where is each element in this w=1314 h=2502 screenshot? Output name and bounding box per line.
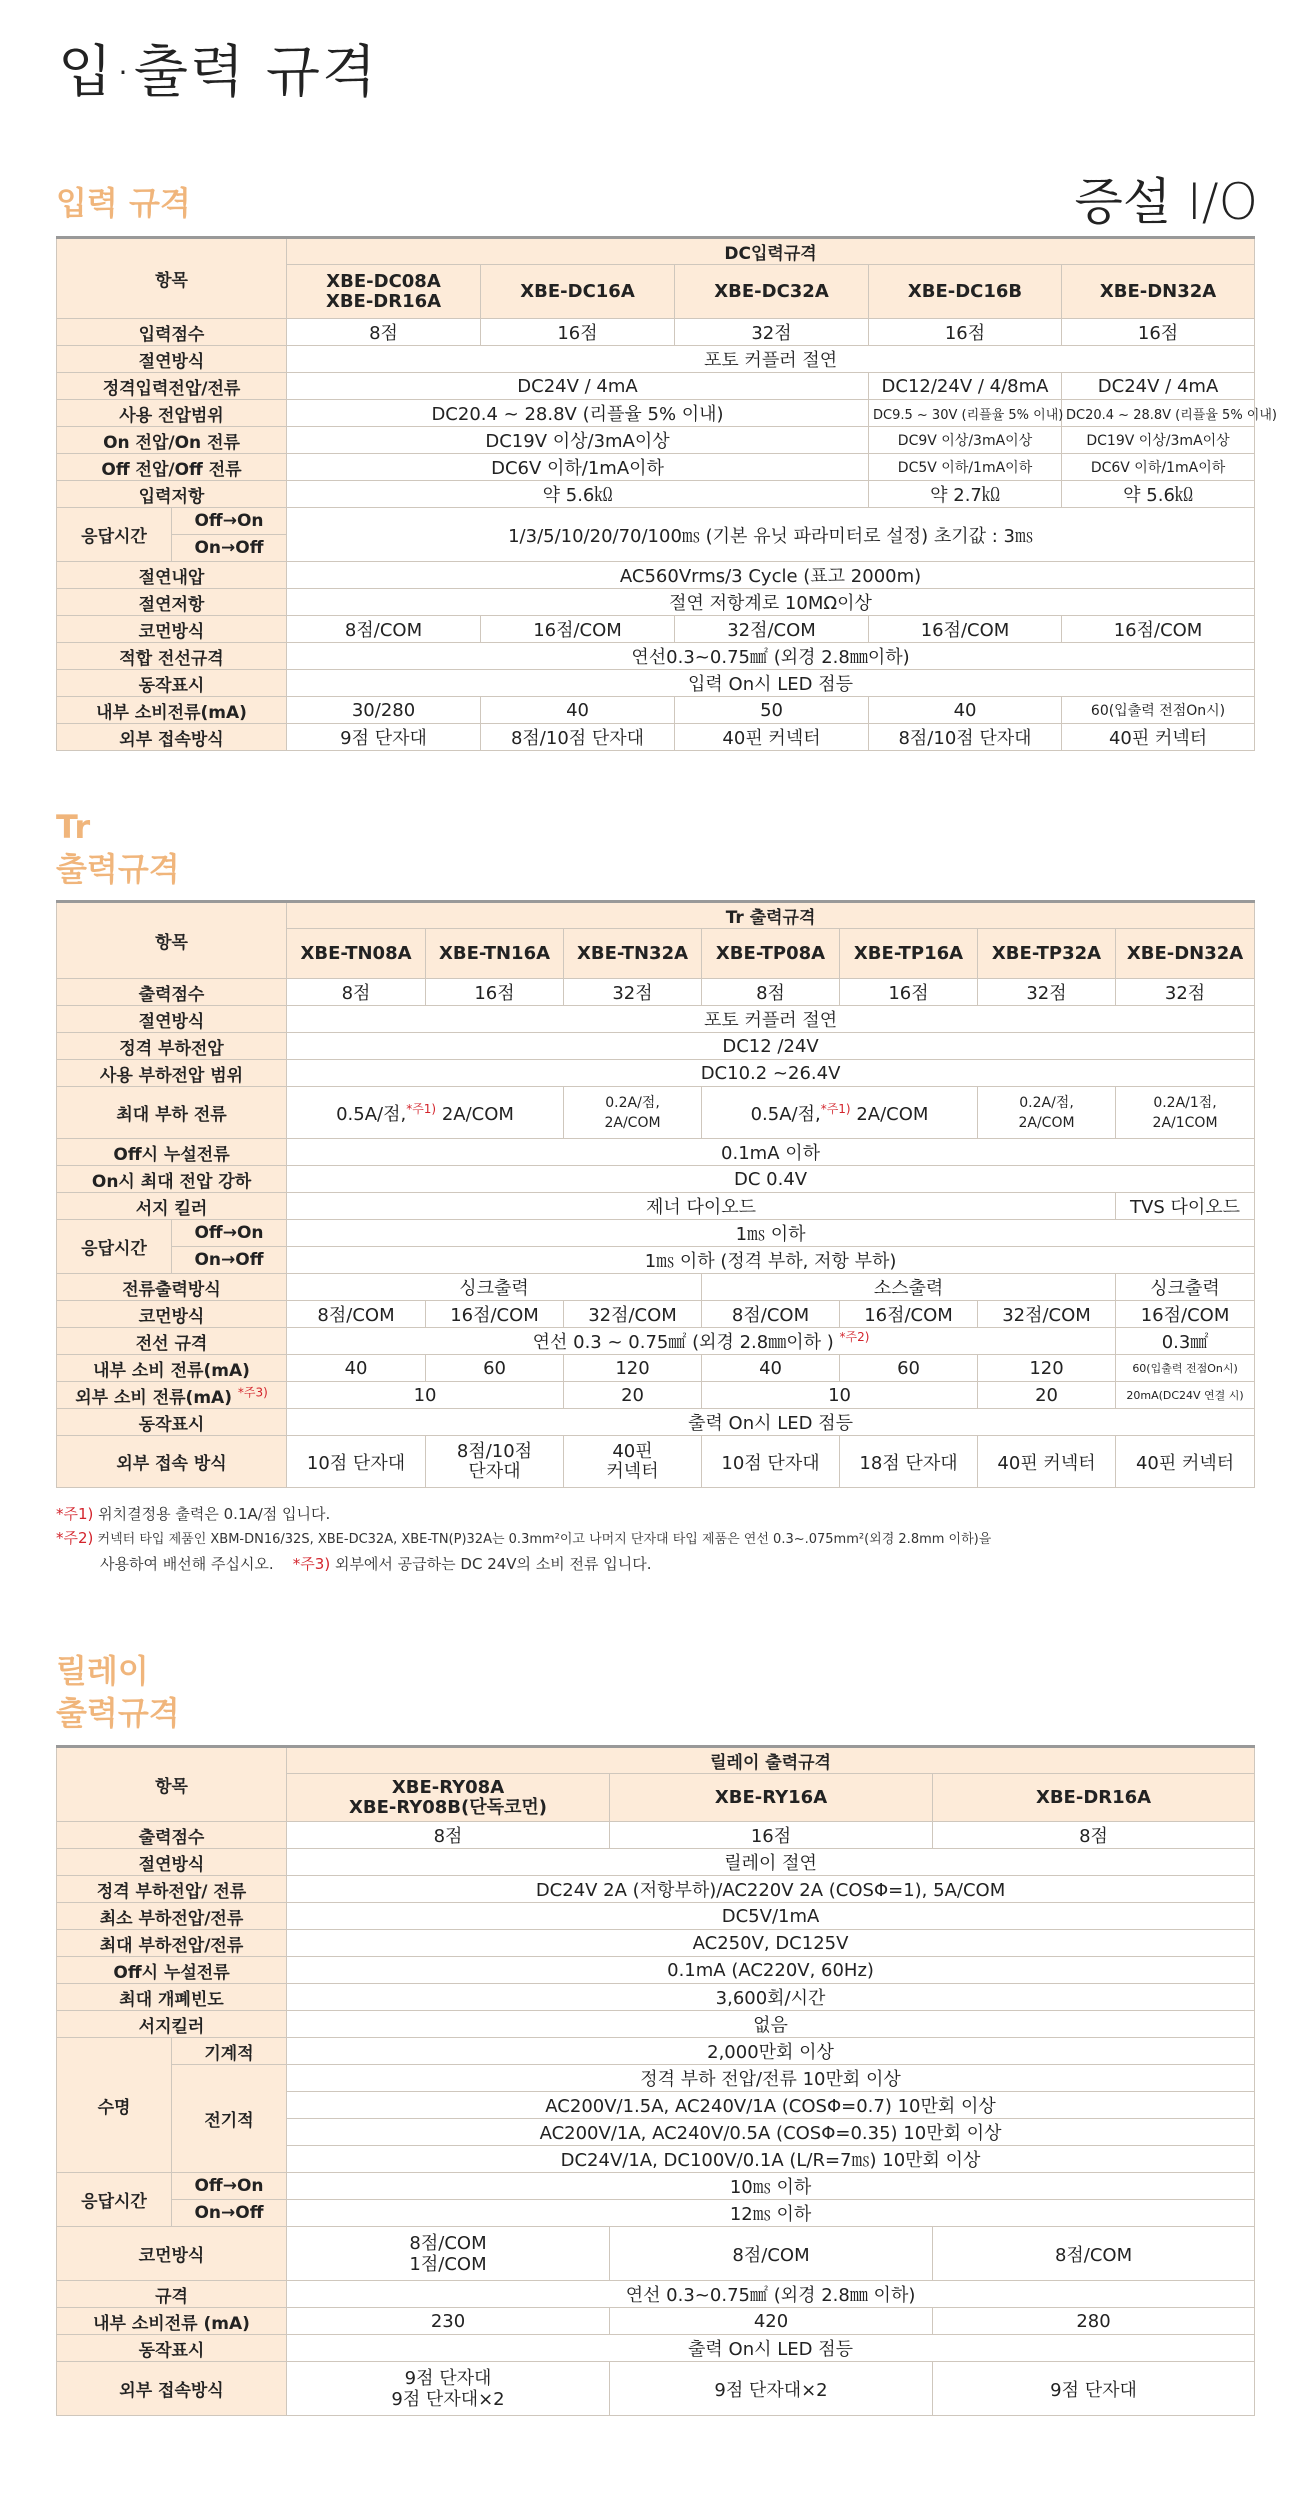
cell xyxy=(702,1087,978,1139)
footnote-mark: *주1) xyxy=(56,1505,94,1523)
cell: 8점/COM xyxy=(287,616,481,643)
model-header: XBE-DR16A xyxy=(933,1774,1255,1822)
row-label: 응답시간 xyxy=(57,2173,172,2227)
relay-title-line1: 릴레이 xyxy=(56,1652,149,1690)
footnote-mark: *주3) xyxy=(237,1384,268,1399)
cell: 32점/COM xyxy=(564,1301,702,1328)
cell: 8점/COM xyxy=(287,1301,426,1328)
footnote-mark: *주2) xyxy=(839,1330,870,1344)
footnote-text: 사용하여 배선해 주십시오. xyxy=(100,1555,274,1573)
cell: DC20.4 ~ 28.8V (리플율 5% 이내) xyxy=(1062,400,1255,427)
cell: 16점 xyxy=(481,319,675,346)
row-label: 외부 접속방식 xyxy=(57,724,287,751)
cell: 60 xyxy=(840,1355,978,1382)
cell: 제너 다이오드 xyxy=(287,1193,1116,1220)
expansion-io-label: 증설 I/O xyxy=(1074,173,1258,231)
item-header: 항목 xyxy=(57,1747,287,1822)
cell: 약 5.6㏀ xyxy=(1062,481,1255,508)
model-header: XBE-TN16A xyxy=(426,929,564,979)
relay-section-title xyxy=(56,1650,180,1734)
footnote-1 xyxy=(56,1502,991,1526)
model-header: XBE-DN32A xyxy=(1062,265,1255,319)
row-label: 절연방식 xyxy=(57,1849,287,1876)
cell: 8점 xyxy=(287,979,426,1006)
cell: 포토 커플러 절연 xyxy=(287,346,1255,373)
cell: AC250V, DC125V xyxy=(287,1930,1255,1957)
row-sublabel: On→Off xyxy=(172,2200,287,2227)
cell: 2,000만회 이상 xyxy=(287,2038,1255,2065)
cell: 32점 xyxy=(675,319,869,346)
row-label: 출력점수 xyxy=(57,1822,287,1849)
row-label: Off시 누설전류 xyxy=(57,1139,287,1166)
row-label: 입력점수 xyxy=(57,319,287,346)
row-label: 외부 접속 방식 xyxy=(57,1436,287,1488)
row-label: 정격 부하전압/ 전류 xyxy=(57,1876,287,1903)
row-label: 절연방식 xyxy=(57,1006,287,1033)
cell: 0.2A/점, 2A/COM xyxy=(978,1087,1116,1139)
model-header: XBE-DN32A xyxy=(1116,929,1255,979)
item-header: 항목 xyxy=(57,238,287,319)
cell: 12㎳ 이하 xyxy=(287,2200,1255,2227)
row-label: 최대 부하 전류 xyxy=(57,1087,287,1139)
row-label-text: 외부 소비 전류(mA) xyxy=(75,1387,232,1408)
row-sublabel: Off→On xyxy=(172,508,287,535)
cell: 40핀 커넥터 xyxy=(564,1436,702,1488)
cell: 0.1mA 이하 xyxy=(287,1139,1255,1166)
cell: AC200V/1A, AC240V/0.5A (COSΦ=0.35) 10만회 이상 xyxy=(287,2119,1255,2146)
row-label: 절연저항 xyxy=(57,589,287,616)
cell: 1/3/5/10/20/70/100㎳ (기본 유닛 파라미터로 설정) 초기값 : 3㎳ xyxy=(287,508,1255,562)
cell: 약 5.6㏀ xyxy=(287,481,869,508)
cell: DC19V 이상/3mA이상 xyxy=(287,427,869,454)
cell: 16점/COM xyxy=(481,616,675,643)
row-label: 입력저항 xyxy=(57,481,287,508)
cell: 20 xyxy=(978,1382,1116,1409)
cell: 9점 단자대 xyxy=(287,724,481,751)
cell: 1㎳ 이하 xyxy=(287,1220,1255,1247)
tr-spec-table xyxy=(56,900,1255,1488)
row-label: 절연방식 xyxy=(57,346,287,373)
cell-text: 0.5A/점, xyxy=(336,1103,407,1125)
cell: 8점/COM xyxy=(610,2227,933,2281)
row-label: 수명 xyxy=(57,2038,172,2173)
model-header: XBE-TP08A xyxy=(702,929,840,979)
row-label: 동작표시 xyxy=(57,1409,287,1436)
cell: 8점 xyxy=(702,979,840,1006)
footnote-text: 외부에서 공급하는 DC 24V의 소비 전류 입니다. xyxy=(334,1555,652,1573)
cell: 20 xyxy=(564,1382,702,1409)
cell: DC24V / 4mA xyxy=(1062,373,1255,400)
row-label: 서지킬러 xyxy=(57,2011,287,2038)
row-label: 내부 소비 전류(mA) xyxy=(57,1355,287,1382)
model-header: XBE-TN32A xyxy=(564,929,702,979)
cell: 50 xyxy=(675,697,869,724)
cell: 8점 xyxy=(287,319,481,346)
row-label: 사용 전압범위 xyxy=(57,400,287,427)
cell: 절연 저항계로 10MΩ이상 xyxy=(287,589,1255,616)
cell-text: 연선 0.3 ~ 0.75㎟ (외경 2.8㎜이하 ) xyxy=(532,1332,834,1353)
cell: 10점 단자대 xyxy=(287,1436,426,1488)
group-header: DC입력규격 xyxy=(287,238,1255,265)
cell-text: 2A/COM xyxy=(856,1103,929,1125)
cell: 40핀 커넥터 xyxy=(1116,1436,1255,1488)
cell: 16점 xyxy=(840,979,978,1006)
row-sublabel: 기계적 xyxy=(172,2038,287,2065)
cell: 16점/COM xyxy=(869,616,1062,643)
row-label: 정격 부하전압 xyxy=(57,1033,287,1060)
cell: 싱크출력 xyxy=(1116,1274,1255,1301)
cell: 32점 xyxy=(978,979,1116,1006)
row-label: 동작표시 xyxy=(57,670,287,697)
cell: 8점/10점 단자대 xyxy=(426,1436,564,1488)
cell: 0.2A/1점, 2A/1COM xyxy=(1116,1087,1255,1139)
model-header: XBE-DC08A XBE-DR16A xyxy=(287,265,481,319)
cell: DC9V 이상/3mA이상 xyxy=(869,427,1062,454)
row-label: On 전압/On 전류 xyxy=(57,427,287,454)
cell: 입력 On시 LED 점등 xyxy=(287,670,1255,697)
cell: 10 xyxy=(287,1382,564,1409)
cell: 16점/COM xyxy=(840,1301,978,1328)
input-section-title: 입력 규격 xyxy=(56,184,191,222)
cell: 16점/COM xyxy=(426,1301,564,1328)
model-header: XBE-RY08A XBE-RY08B(단독코먼) xyxy=(287,1774,610,1822)
row-label: 정격입력전압/전류 xyxy=(57,373,287,400)
cell: 연선0.3~0.75㎟ (외경 2.8㎜이하) xyxy=(287,643,1255,670)
cell: 10 xyxy=(702,1382,978,1409)
row-label xyxy=(57,1382,287,1409)
row-sublabel: Off→On xyxy=(172,1220,287,1247)
cell: 10㎳ 이하 xyxy=(287,2173,1255,2200)
cell xyxy=(287,1087,564,1139)
row-label: 전류출력방식 xyxy=(57,1274,287,1301)
cell: 32점/COM xyxy=(978,1301,1116,1328)
row-label: 코먼방식 xyxy=(57,2227,287,2281)
cell: 16점 xyxy=(426,979,564,1006)
cell: 약 2.7㏀ xyxy=(869,481,1062,508)
tr-footnotes xyxy=(56,1502,991,1576)
cell: DC19V 이상/3mA이상 xyxy=(1062,427,1255,454)
cell: 포토 커플러 절연 xyxy=(287,1006,1255,1033)
cell: 0.2A/점, 2A/COM xyxy=(564,1087,702,1139)
row-sublabel: 전기적 xyxy=(172,2065,287,2173)
cell: DC12 /24V xyxy=(287,1033,1255,1060)
cell: 8점/COM 1점/COM xyxy=(287,2227,610,2281)
cell: 8점/COM xyxy=(933,2227,1255,2281)
cell: 120 xyxy=(978,1355,1116,1382)
cell-text: 2A/COM xyxy=(441,1103,514,1125)
cell: 연선 0.3~0.75㎟ (외경 2.8㎜ 이하) xyxy=(287,2281,1255,2308)
cell: 32점/COM xyxy=(675,616,869,643)
row-label: 외부 접속방식 xyxy=(57,2362,287,2416)
cell: DC5V 이하/1mA이하 xyxy=(869,454,1062,481)
row-label: 서지 킬러 xyxy=(57,1193,287,1220)
cell: 40 xyxy=(702,1355,840,1382)
cell: 16점/COM xyxy=(1116,1301,1255,1328)
model-header: XBE-RY16A xyxy=(610,1774,933,1822)
tr-title-line2: 출력규격 xyxy=(56,850,180,888)
cell: 40 xyxy=(481,697,675,724)
cell: 8점/10점 단자대 xyxy=(869,724,1062,751)
footnote-2-cont xyxy=(56,1552,991,1576)
row-label: 사용 부하전압 범위 xyxy=(57,1060,287,1087)
row-label: Off시 누설전류 xyxy=(57,1957,287,1984)
cell: 120 xyxy=(564,1355,702,1382)
row-label: 내부 소비전류 (mA) xyxy=(57,2308,287,2335)
item-header: 항목 xyxy=(57,902,287,979)
cell: 60 xyxy=(426,1355,564,1382)
model-header: XBE-DC16B xyxy=(869,265,1062,319)
cell: 9점 단자대×2 xyxy=(610,2362,933,2416)
cell: 16점 xyxy=(869,319,1062,346)
row-label: 최소 부하전압/전류 xyxy=(57,1903,287,1930)
cell: 40핀 커넥터 xyxy=(675,724,869,751)
cell: DC10.2 ~26.4V xyxy=(287,1060,1255,1087)
cell: 8점/COM xyxy=(702,1301,840,1328)
row-label: 규격 xyxy=(57,2281,287,2308)
cell: 18점 단자대 xyxy=(840,1436,978,1488)
input-spec-table xyxy=(56,236,1277,751)
row-label: 응답시간 xyxy=(57,508,172,562)
group-header: 릴레이 출력규격 xyxy=(287,1747,1255,1774)
cell: 32점 xyxy=(1116,979,1255,1006)
row-label: 출력점수 xyxy=(57,979,287,1006)
cell: 0.3㎟ xyxy=(1116,1328,1255,1355)
row-sublabel: On→Off xyxy=(172,535,287,562)
cell: AC560Vrms/3 Cycle (표고 2000m) xyxy=(287,562,1255,589)
cell: 3,600회/시간 xyxy=(287,1984,1255,2011)
tr-title-line1: Tr xyxy=(56,808,91,846)
cell: 10점 단자대 xyxy=(702,1436,840,1488)
cell: 출력 On시 LED 점등 xyxy=(287,2335,1255,2362)
row-label: Off 전압/Off 전류 xyxy=(57,454,287,481)
row-label: 내부 소비전류(mA) xyxy=(57,697,287,724)
row-label: 적합 전선규격 xyxy=(57,643,287,670)
row-label: 동작표시 xyxy=(57,2335,287,2362)
cell: DC24V / 4mA xyxy=(287,373,869,400)
row-sublabel: On→Off xyxy=(172,1247,287,1274)
footnote-mark: *주3) xyxy=(292,1555,331,1573)
cell: 9점 단자대 xyxy=(933,2362,1255,2416)
footnote-2 xyxy=(56,1526,991,1552)
cell: DC20.4 ~ 28.8V (리플율 5% 이내) xyxy=(287,400,869,427)
cell: DC6V 이하/1mA이하 xyxy=(287,454,869,481)
cell: DC12/24V / 4/8mA xyxy=(869,373,1062,400)
cell: 40 xyxy=(287,1355,426,1382)
footnote-mark: *주1) xyxy=(820,1101,851,1116)
row-label: 최대 개폐빈도 xyxy=(57,1984,287,2011)
row-label: 코먼방식 xyxy=(57,1301,287,1328)
row-label: On시 최대 전압 강하 xyxy=(57,1166,287,1193)
model-header: XBE-TN08A xyxy=(287,929,426,979)
cell: 420 xyxy=(610,2308,933,2335)
cell: DC24V/1A, DC100V/0.1A (L/R=7㎳) 10만회 이상 xyxy=(287,2146,1255,2173)
group-header: Tr 출력규격 xyxy=(287,902,1255,929)
cell: TVS 다이오드 xyxy=(1116,1193,1255,1220)
footnote-text: 커넥터 타입 제품인 XBM-DN16/32S, XBE-DC32A, XBE-TN(P)32A는 0.3mm²이고 나머지 단자대 타입 제품은 연선 0.3~.075mm²(외경 2.8mm 이하)을 xyxy=(97,1532,992,1547)
row-label: 절연내압 xyxy=(57,562,287,589)
cell: 230 xyxy=(287,2308,610,2335)
cell: 16점 xyxy=(610,1822,933,1849)
cell: 40 xyxy=(869,697,1062,724)
cell: 8점/10점 단자대 xyxy=(481,724,675,751)
cell: 9점 단자대 9점 단자대×2 xyxy=(287,2362,610,2416)
cell: 싱크출력 xyxy=(287,1274,702,1301)
cell: 32점 xyxy=(564,979,702,1006)
cell: 16점/COM xyxy=(1062,616,1255,643)
cell: 280 xyxy=(933,2308,1255,2335)
cell: 0.1mA (AC220V, 60Hz) xyxy=(287,1957,1255,1984)
cell: 릴레이 절연 xyxy=(287,1849,1255,1876)
cell: DC5V/1mA xyxy=(287,1903,1255,1930)
row-label: 응답시간 xyxy=(57,1220,172,1274)
cell: 60(입출력 전점On시) xyxy=(1062,697,1255,724)
relay-title-line2: 출력규격 xyxy=(56,1694,180,1732)
footnote-mark: *주2) xyxy=(56,1529,94,1547)
row-label: 전선 규격 xyxy=(57,1328,287,1355)
model-header: XBE-TP32A xyxy=(978,929,1116,979)
row-sublabel: Off→On xyxy=(172,2173,287,2200)
cell: 8점 xyxy=(933,1822,1255,1849)
footnote-text: 위치결정용 출력은 0.1A/점 입니다. xyxy=(98,1505,331,1523)
cell-text: 0.5A/점, xyxy=(750,1103,821,1125)
model-header: XBE-TP16A xyxy=(840,929,978,979)
cell: 60(입출력 전점On시) xyxy=(1116,1355,1255,1382)
cell: DC 0.4V xyxy=(287,1166,1255,1193)
cell: DC9.5 ~ 30V (리플율 5% 이내) xyxy=(869,400,1062,427)
cell: 16점 xyxy=(1062,319,1255,346)
cell: 없음 xyxy=(287,2011,1255,2038)
cell: AC200V/1.5A, AC240V/1A (COSΦ=0.7) 10만회 이상 xyxy=(287,2092,1255,2119)
page-title: 입·출력 규격 xyxy=(58,40,379,105)
cell: 소스출력 xyxy=(702,1274,1116,1301)
relay-spec-table xyxy=(56,1745,1255,2416)
model-header: XBE-DC16A xyxy=(481,265,675,319)
tr-section-title xyxy=(56,806,180,890)
cell: 20mA(DC24V 연결 시) xyxy=(1116,1382,1255,1409)
cell: 출력 On시 LED 점등 xyxy=(287,1409,1255,1436)
footnote-mark: *주1) xyxy=(406,1101,437,1116)
row-label: 최대 부하전압/전류 xyxy=(57,1930,287,1957)
cell: 30/280 xyxy=(287,697,481,724)
cell: 8점 xyxy=(287,1822,610,1849)
cell: 1㎳ 이하 (정격 부하, 저항 부하) xyxy=(287,1247,1255,1274)
row-label: 코먼방식 xyxy=(57,616,287,643)
model-header: XBE-DC32A xyxy=(675,265,869,319)
cell: DC6V 이하/1mA이하 xyxy=(1062,454,1255,481)
cell: DC24V 2A (저항부하)/AC220V 2A (COSΦ=1), 5A/COM xyxy=(287,1876,1255,1903)
cell: 40핀 커넥터 xyxy=(978,1436,1116,1488)
cell: 40핀 커넥터 xyxy=(1062,724,1255,751)
cell: 정격 부하 전압/전류 10만회 이상 xyxy=(287,2065,1255,2092)
cell xyxy=(287,1328,1116,1355)
